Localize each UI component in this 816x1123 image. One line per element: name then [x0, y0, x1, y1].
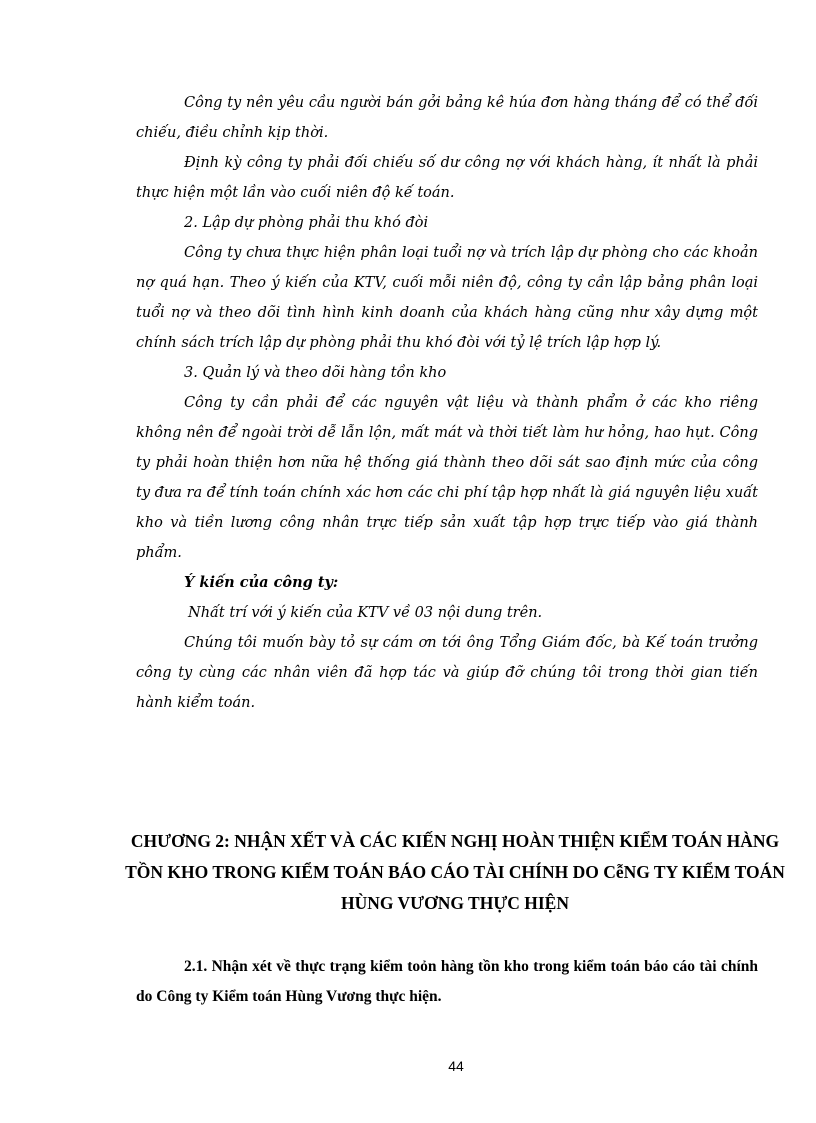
paragraph-inventory-management: Công ty cần phải để các nguyên vật liệu và thành phẩm ở các kho riêng không nên để ngoài trời dễ lẫn lộn, mất mát và thời tiết làm hư hỏng, hao hụt. Công ty phải hoàn thiện hơn nữa hệ thống giá thành theo dõi sát sao định mức của công ty đưa ra để tính toán chính xác hơn các chi phí tập hợp nhất là giá nguyên liệu xuất kho và tiền lương công nhân trực tiếp sản xuất tập hợp trực tiếp vào giá thành phẩm. [136, 395, 758, 561]
paragraph-invoice-reconciliation: Công ty nên yêu cầu người bán gởi bảng kê húa đơn hàng tháng để có thể đối chiếu, điều chỉnh kịp thời. [136, 95, 758, 141]
paragraph-company-agreement: Nhất trí với ý kiến của KTV về 03 nội dung trên. [188, 605, 543, 621]
subheading-bad-debt-provision: 2. Lập dự phòng phải thu khó đòi [184, 215, 429, 231]
subheading-company-opinion: Ý kiến của công ty: [184, 574, 339, 591]
section-heading: 2.1. Nhận xét về thực trạng kiểm toỏn hàng tồn kho trong kiểm toán báo cáo tài chính do Công ty Kiểm toán Hùng Vương thực hiện. [136, 958, 758, 1005]
paragraph-bad-debt-provision: Công ty chưa thực hiện phân loại tuổi nợ và trích lập dự phòng cho các khoản nợ quá hạn. Theo ý kiến của KTV, cuối mỗi niên độ, công ty cần lập bảng phân loại tuổi nợ và theo dõi tình hình kinh doanh của khách hàng cũng như xây dựng một chính sách trích lập dự phòng phải thu khó đòi với tỷ lệ trích lập hợp lý. [136, 245, 758, 351]
chapter-heading: CHƯƠNG 2: NHẬN XẾT VÀ CÁC KIẾN NGHỊ HOÀN THIỆN KIỂM TOÁN HÀNG TỒN KHO TRONG KIỂM TOÁN BÁO CÁO TÀI CHÍNH DO CễNG TY KIỂM TOÁN HÙNG VƯƠNG THỰC HIỆN [125, 831, 785, 913]
paragraph-debt-reconciliation: Định kỳ công ty phải đối chiếu số dư công nợ với khách hàng, ít nhất là phải thực hiện một lần vào cuối niên độ kế toán. [136, 155, 758, 201]
paragraph-acknowledgement: Chúng tôi muốn bày tỏ sự cám ơn tới ông Tổng Giám đốc, bà Kế toán trưởng công ty cùng các nhân viên đã hợp tác và giúp đỡ chúng tôi trong thời gian tiến hành kiểm toán. [136, 635, 758, 711]
body-text [136, 88, 758, 718]
subheading-inventory-management: 3. Quản lý và theo dõi hàng tồn kho [184, 365, 447, 381]
page-number: 44 [448, 1058, 464, 1074]
